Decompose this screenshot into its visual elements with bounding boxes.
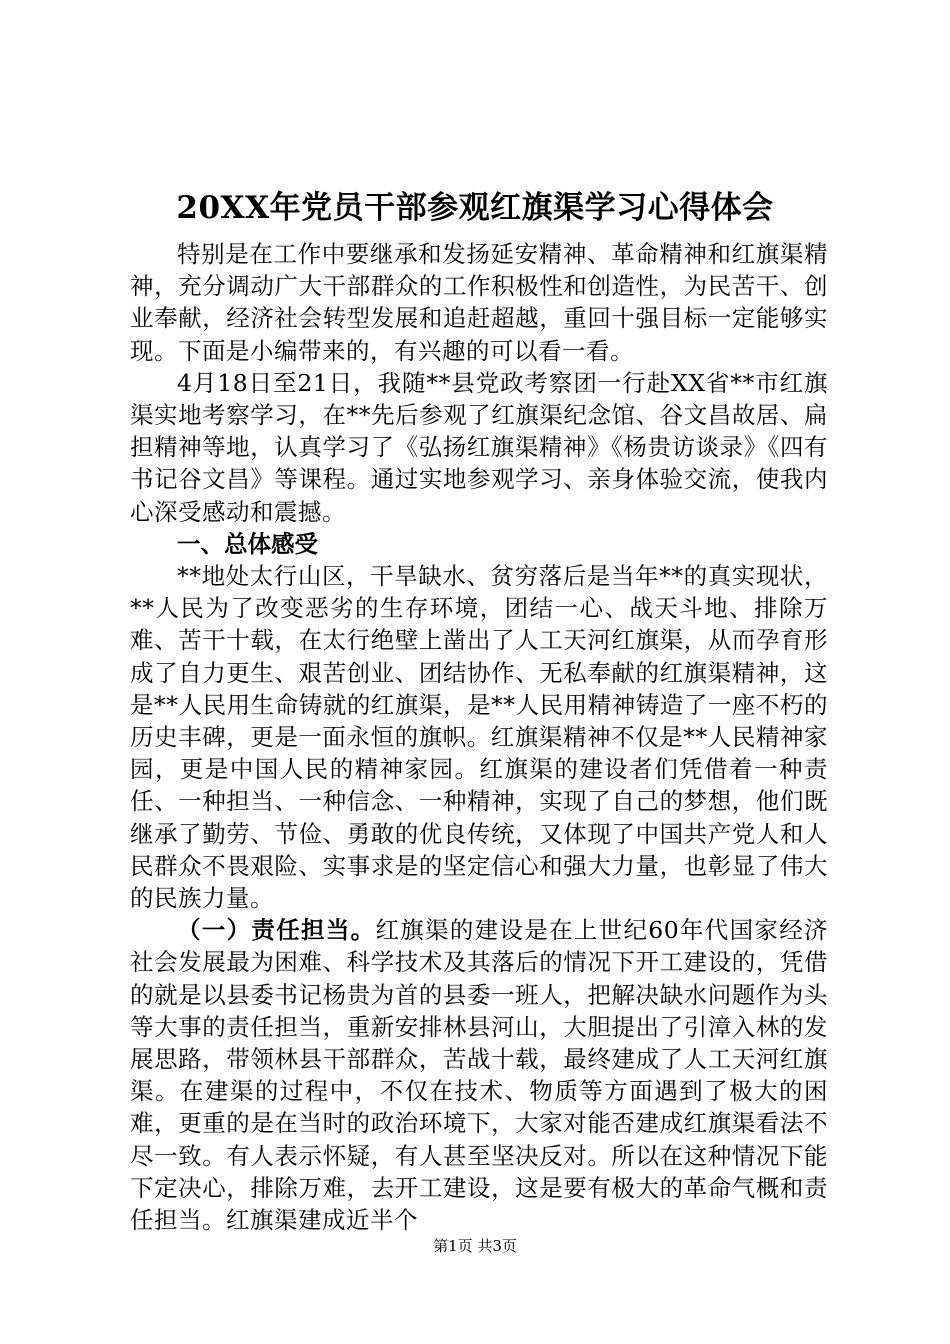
paragraph-overall: **地处太行山区，干旱缺水、贫穷落后是当年**的真实现状，**人民为了改变恶劣的生存环境，团结一心、战天斗地、排除万难、苦干十载，在太行绝壁上凿出了人工天河红旗渠，从而孕育形成了自力更生、艰苦创业、团结协作、无私奉献的红旗渠精神，这是**人民用生命铸就的红旗渠，是**人民用精神铸造了一座不朽的历史丰碑，更是一面永恒的旗帜。红旗渠精神不仅是**人民精神家园，更是中国人民的精神家园。红旗渠的建设者们凭借着一种责任、一种担当、一种信念、一种精神，实现了自己的梦想，他们既继承了勤劳、节俭、勇敢的优良传统，又体现了中国共产党人和人民群众不畏艰险、实事求是的坚定信心和强大力量，也彰显了伟大的民族力量。 <box>130 562 828 913</box>
paragraph-responsibility <box>130 914 828 1236</box>
page-footer: 第1页 共3页 <box>433 1237 517 1255</box>
document-title: 20XX年党员干部参观红旗渠学习心得体会 <box>176 190 774 226</box>
paragraph-responsibility-body: 红旗渠的建设是在上世纪60年代国家经济社会发展最为困难、科学技术及其落后的情况下开工建设的，凭借的就是以县委书记杨贵为首的县委一班人，把解决缺水问题作为头等大事的责任担当，重新安排林县河山，大胆提出了引漳入林的发展思路，带领林县干部群众，苦战十载，最终建成了人工天河红旗渠。在建渠的过程中，不仅在技术、物质等方面遇到了极大的困难，更重的是在当时的政治环境下，大家对能否建成红旗渠看法不尽一致。有人表示怀疑，有人甚至坚决反对。所以在这种情况下能下定决心，排除万难，去开工建设，这是要有极大的革命气概和责任担当。红旗渠建成近半个 <box>130 916 829 1235</box>
paragraph-intro: 特别是在工作中要继承和发扬延安精神、革命精神和红旗渠精神，充分调动广大干部群众的工作积极性和创造性，为民苦干、创业奉献，经济社会转型发展和追赶超越，重回十强目标一定能够实现。下面是小编带来的，有兴趣的可以看一看。 <box>130 240 828 365</box>
document-body <box>130 238 828 1236</box>
subheading-responsibility: （一）责任担当。 <box>177 916 376 945</box>
section-heading-overall: 一、总体感受 <box>177 529 318 558</box>
paragraph-visit: 4月18日至21日，我随**县党政考察团一行赴XX省**市红旗渠实地考察学习，在**先后参观了红旗渠纪念馆、谷文昌故居、扁担精神等地，认真学习了《弘扬红旗渠精神》《杨贵访谈录》《四有书记谷文昌》等课程。通过实地参观学习、亲身体验交流，使我内心深受感动和震撼。 <box>130 368 828 526</box>
